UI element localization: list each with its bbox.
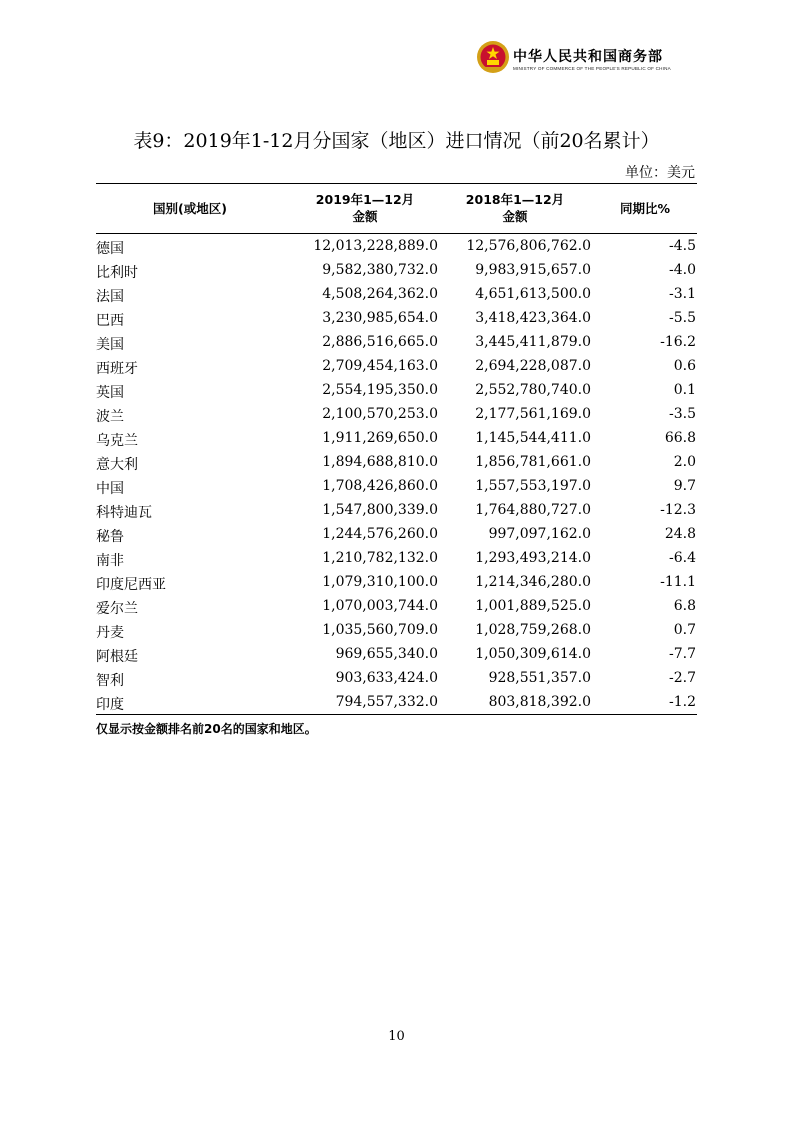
table-row bbox=[0, 283, 793, 307]
amount-2019: 2,554,195,350.0 bbox=[322, 382, 438, 398]
amount-2018: 2,552,780,740.0 bbox=[475, 382, 591, 398]
amount-2019: 1,035,560,709.0 bbox=[322, 622, 438, 638]
amount-2018: 4,651,613,500.0 bbox=[475, 286, 591, 302]
yoy-change: 66.8 bbox=[664, 430, 696, 446]
amount-2018: 997,097,162.0 bbox=[488, 526, 591, 542]
yoy-change: -4.0 bbox=[669, 262, 696, 278]
page-number: 10 bbox=[388, 1029, 405, 1044]
table-row bbox=[0, 643, 793, 667]
yoy-change: -11.1 bbox=[660, 574, 696, 590]
national-emblem-icon bbox=[476, 40, 510, 74]
table-top-rule bbox=[96, 183, 697, 184]
yoy-change: -5.5 bbox=[669, 310, 696, 326]
amount-2018: 3,445,411,879.0 bbox=[475, 334, 591, 350]
table-row bbox=[0, 427, 793, 451]
table-row bbox=[0, 499, 793, 523]
table-row bbox=[0, 571, 793, 595]
country-name: 德国 bbox=[96, 241, 124, 257]
table-row bbox=[0, 403, 793, 427]
amount-2019: 1,210,782,132.0 bbox=[322, 550, 438, 566]
table-row bbox=[0, 667, 793, 691]
country-name: 爱尔兰 bbox=[96, 601, 138, 617]
amount-2018: 1,293,493,214.0 bbox=[475, 550, 591, 566]
country-name: 科特迪瓦 bbox=[96, 505, 152, 521]
column-header-2019-amount: 金额 bbox=[352, 209, 378, 224]
yoy-change: 0.7 bbox=[673, 622, 696, 638]
table-row bbox=[0, 523, 793, 547]
table-row bbox=[0, 451, 793, 475]
country-name: 西班牙 bbox=[96, 361, 138, 377]
country-name: 巴西 bbox=[96, 313, 124, 329]
country-name: 波兰 bbox=[96, 409, 124, 425]
table-row bbox=[0, 235, 793, 259]
country-name: 秘鲁 bbox=[96, 529, 124, 545]
yoy-change: -3.5 bbox=[669, 406, 696, 422]
table-row bbox=[0, 547, 793, 571]
yoy-change: -7.7 bbox=[669, 646, 696, 662]
yoy-change: -6.4 bbox=[669, 550, 696, 566]
country-name: 印度尼西亚 bbox=[96, 577, 166, 593]
table-footnote: 仅显示按金额排名前20名的国家和地区。 bbox=[96, 722, 317, 736]
amount-2018: 1,001,889,525.0 bbox=[475, 598, 591, 614]
yoy-change: 0.6 bbox=[673, 358, 696, 374]
yoy-change: -16.2 bbox=[660, 334, 696, 350]
amount-2019: 1,244,576,260.0 bbox=[322, 526, 438, 542]
column-header-2018 bbox=[450, 191, 580, 225]
table-title: 表9：2019年1-12月分国家（地区）进口情况（前20名累计） bbox=[133, 130, 660, 152]
column-header-2019-period: 2019年1—12月 bbox=[315, 192, 415, 207]
amount-2018: 2,694,228,087.0 bbox=[475, 358, 591, 374]
column-header-2019 bbox=[300, 191, 430, 225]
country-name: 比利时 bbox=[96, 265, 138, 281]
table-header-rule bbox=[96, 233, 697, 234]
amount-2018: 1,050,309,614.0 bbox=[475, 646, 591, 662]
yoy-change: 9.7 bbox=[673, 478, 696, 494]
country-name: 法国 bbox=[96, 289, 124, 305]
amount-2018: 2,177,561,169.0 bbox=[475, 406, 591, 422]
yoy-change: 24.8 bbox=[664, 526, 696, 542]
amount-2019: 4,508,264,362.0 bbox=[322, 286, 438, 302]
column-header-country: 国别(或地区) bbox=[153, 201, 227, 216]
table-row bbox=[0, 379, 793, 403]
amount-2018: 1,856,781,661.0 bbox=[475, 454, 591, 470]
country-name: 丹麦 bbox=[96, 625, 124, 641]
amount-2019: 1,547,800,339.0 bbox=[322, 502, 438, 518]
yoy-change: -3.1 bbox=[669, 286, 696, 302]
country-name: 美国 bbox=[96, 337, 124, 353]
table-row bbox=[0, 259, 793, 283]
country-name: 智利 bbox=[96, 673, 124, 689]
country-name: 印度 bbox=[96, 697, 124, 713]
yoy-change: -2.7 bbox=[669, 670, 696, 686]
column-header-2018-amount: 金额 bbox=[502, 209, 528, 224]
country-name: 乌克兰 bbox=[96, 433, 138, 449]
yoy-change: -4.5 bbox=[669, 238, 696, 254]
amount-2018: 3,418,423,364.0 bbox=[475, 310, 591, 326]
yoy-change: -12.3 bbox=[660, 502, 696, 518]
unit-label: 单位：美元 bbox=[625, 165, 695, 181]
amount-2018: 1,557,553,197.0 bbox=[475, 478, 591, 494]
amount-2018: 803,818,392.0 bbox=[488, 694, 591, 710]
country-name: 中国 bbox=[96, 481, 124, 497]
column-header-yoy: 同期比% bbox=[619, 201, 671, 216]
table-row bbox=[0, 691, 793, 715]
amount-2018: 1,764,880,727.0 bbox=[475, 502, 591, 518]
ministry-name-en: MINISTRY OF COMMERCE OF THE PEOPLE'S REPUBLIC OF CHINA bbox=[513, 66, 671, 71]
table-row bbox=[0, 331, 793, 355]
yoy-change: 6.8 bbox=[673, 598, 696, 614]
amount-2019: 2,709,454,163.0 bbox=[322, 358, 438, 374]
amount-2019: 3,230,985,654.0 bbox=[322, 310, 438, 326]
amount-2018: 1,214,346,280.0 bbox=[475, 574, 591, 590]
amount-2018: 1,028,759,268.0 bbox=[475, 622, 591, 638]
country-name: 阿根廷 bbox=[96, 649, 138, 665]
table-row bbox=[0, 475, 793, 499]
amount-2018: 1,145,544,411.0 bbox=[475, 430, 591, 446]
amount-2019: 1,708,426,860.0 bbox=[322, 478, 438, 494]
amount-2019: 12,013,228,889.0 bbox=[313, 238, 438, 254]
amount-2019: 1,911,269,650.0 bbox=[322, 430, 438, 446]
country-name: 南非 bbox=[96, 553, 124, 569]
column-header-2018-period: 2018年1—12月 bbox=[465, 192, 565, 207]
amount-2019: 9,582,380,732.0 bbox=[322, 262, 438, 278]
country-name: 英国 bbox=[96, 385, 124, 401]
amount-2019: 903,633,424.0 bbox=[335, 670, 438, 686]
country-name: 意大利 bbox=[96, 457, 138, 473]
amount-2018: 9,983,915,657.0 bbox=[475, 262, 591, 278]
table-row bbox=[0, 307, 793, 331]
table-row bbox=[0, 355, 793, 379]
yoy-change: 0.1 bbox=[673, 382, 696, 398]
amount-2019: 1,079,310,100.0 bbox=[322, 574, 438, 590]
amount-2018: 12,576,806,762.0 bbox=[466, 238, 591, 254]
table-row bbox=[0, 595, 793, 619]
amount-2019: 1,070,003,744.0 bbox=[322, 598, 438, 614]
yoy-change: -1.2 bbox=[669, 694, 696, 710]
table-row bbox=[0, 619, 793, 643]
amount-2019: 969,655,340.0 bbox=[335, 646, 438, 662]
amount-2019: 794,557,332.0 bbox=[335, 694, 438, 710]
amount-2019: 2,886,516,665.0 bbox=[322, 334, 438, 350]
yoy-change: 2.0 bbox=[673, 454, 696, 470]
ministry-name-cn: 中华人民共和国商务部 bbox=[513, 49, 663, 65]
amount-2019: 2,100,570,253.0 bbox=[322, 406, 438, 422]
amount-2018: 928,551,357.0 bbox=[488, 670, 591, 686]
amount-2019: 1,894,688,810.0 bbox=[322, 454, 438, 470]
